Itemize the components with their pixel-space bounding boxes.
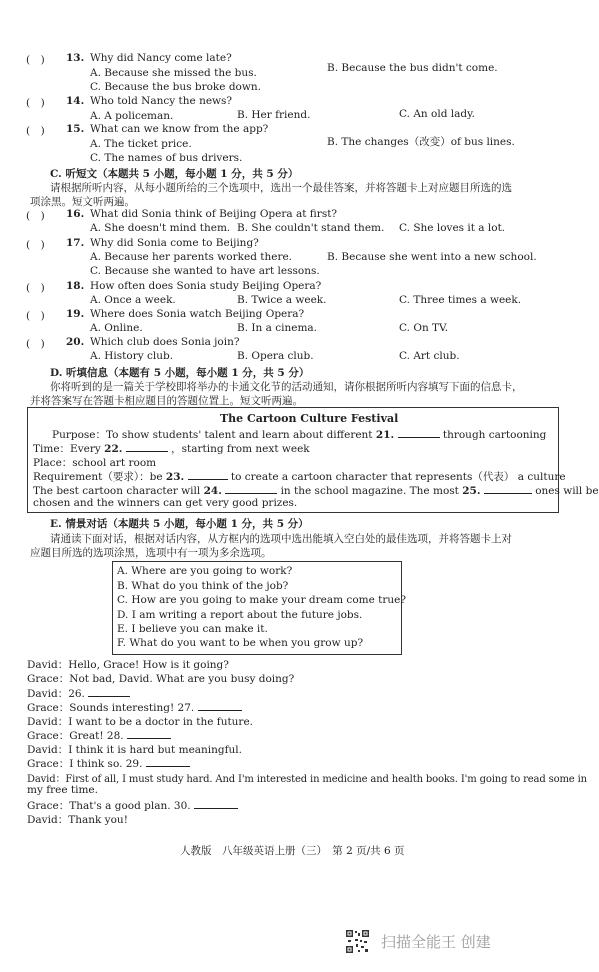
dialog-line-text: David：26. xyxy=(27,688,85,700)
blank-25[interactable] xyxy=(484,483,532,494)
option-item: C. How are you going to make your dream come true? xyxy=(117,594,406,606)
card-best xyxy=(33,483,599,497)
blank-22[interactable] xyxy=(126,441,168,452)
blank-number: 23. xyxy=(165,471,185,483)
blank-number: 22. xyxy=(104,443,123,455)
dialog-line-text: Grace：Sounds interesting! 27. xyxy=(27,702,195,714)
question-text: Which club does Sonia join? xyxy=(90,336,240,348)
answer-paren: ( ) xyxy=(26,97,45,109)
option-item: F. What do you want to be when you grow up? xyxy=(117,637,364,649)
dialog-line: Grace：Not bad, David. What are you busy doing? xyxy=(27,673,295,685)
question-text: What can we know from the app? xyxy=(90,123,269,135)
option-b: B. Because she went into a new school. xyxy=(327,251,537,263)
card-best-text: The best cartoon character will xyxy=(33,485,201,497)
question-number: 16. xyxy=(66,208,85,220)
dialog-line: my free time. xyxy=(27,784,98,796)
option-a: A. She doesn't mind them. xyxy=(90,222,231,234)
question-number: 15. xyxy=(66,123,85,135)
blank-24[interactable] xyxy=(225,483,277,494)
option-a: A. The ticket price. xyxy=(90,138,192,150)
answer-paren: ( ) xyxy=(26,310,45,322)
card-title: The Cartoon Culture Festival xyxy=(220,412,399,425)
option-a: A. Because she missed the bus. xyxy=(90,67,257,79)
section-d-title: D. 听填信息（本题有 5 小题，每小题 1 分，共 5 分） xyxy=(50,367,310,379)
dialog-line: David：Thank you! xyxy=(27,814,128,826)
card-requirement xyxy=(33,469,566,484)
option-b: B. In a cinema. xyxy=(237,322,318,334)
blank-number: 24. xyxy=(203,485,222,497)
option-a: A. Online. xyxy=(90,322,143,334)
question-text: How often does Sonia study Beijing Opera? xyxy=(90,280,322,292)
option-item: E. I believe you can make it. xyxy=(117,623,268,635)
card-best-text: in the school magazine. The most xyxy=(280,485,459,497)
blank-number: 21. xyxy=(375,429,395,441)
dialog-line-26 xyxy=(27,686,130,701)
blank-30[interactable] xyxy=(194,798,238,809)
question-number: 17. xyxy=(66,237,85,249)
question-number: 18. xyxy=(66,280,85,292)
option-b: B. Because the bus didn't come. xyxy=(327,62,498,74)
card-time xyxy=(33,441,310,456)
card-requirement-text: Requirement（要求）：be xyxy=(33,471,163,483)
answer-paren: ( ) xyxy=(26,338,45,350)
question-text: What did Sonia think of Beijing Opera at first? xyxy=(90,208,338,220)
card-purpose-text: Purpose：To show students' talent and learn about different xyxy=(52,429,373,441)
option-a: A. Once a week. xyxy=(90,294,176,306)
option-item: D. I am writing a report about the future jobs. xyxy=(117,609,363,621)
dialog-line-29 xyxy=(27,756,190,771)
option-c: C. Because she wanted to have art lessons. xyxy=(90,265,320,277)
blank-27[interactable] xyxy=(198,700,242,711)
blank-21[interactable] xyxy=(398,427,440,438)
section-c-title: C. 听短文（本题共 5 小题，每小题 1 分，共 5 分） xyxy=(50,168,299,180)
card-purpose xyxy=(52,427,546,442)
option-a: A. History club. xyxy=(90,350,174,362)
option-c: C. Three times a week. xyxy=(399,294,522,306)
question-text: Where does Sonia watch Beijing Opera? xyxy=(90,308,305,320)
question-number: 13. xyxy=(66,52,85,64)
option-c: C. She loves it a lot. xyxy=(399,222,506,234)
option-a: A. Because her parents worked there. xyxy=(90,251,293,263)
section-e-instruction: 请通读下面对话，根据对话内容，从方框内的选项中选出能填入空白处的最佳选项，并将答题卡上对 xyxy=(50,533,512,545)
blank-26[interactable] xyxy=(88,686,130,697)
page-footer: 人教版 八年级英语上册（三） 第 2 页/共 6 页 xyxy=(180,845,405,857)
card-place: Place：school art room xyxy=(33,457,157,469)
blank-number: 25. xyxy=(462,485,481,497)
answer-paren: ( ) xyxy=(26,210,45,222)
answer-paren: ( ) xyxy=(26,282,45,294)
card-chosen: chosen and the winners can get very good prizes. xyxy=(33,497,298,509)
watermark: 扫描全能王 创建 xyxy=(381,933,491,951)
blank-23[interactable] xyxy=(188,469,228,480)
option-c: C. The names of bus drivers. xyxy=(90,152,243,164)
question-text: Who told Nancy the news? xyxy=(90,95,233,107)
dialog-line: David：Hello, Grace! How is it going? xyxy=(27,659,229,671)
option-b: B. Opera club. xyxy=(237,350,314,362)
section-c-instruction: 项涂黑。短文听两遍。 xyxy=(30,196,135,208)
option-b: B. Her friend. xyxy=(237,109,311,121)
section-d-instruction: 你将听到的是一篇关于学校即将举办的卡通文化节的活动通知，请你根据所听内容填写下面的信息卡， xyxy=(50,381,523,393)
answer-paren: ( ) xyxy=(26,54,45,66)
question-number: 14. xyxy=(66,95,85,107)
dialog-line-text: Grace：I think so. 29. xyxy=(27,758,143,770)
option-b: B. Twice a week. xyxy=(237,294,327,306)
section-e-instruction: 应题目所选的选项涂黑，选项中有一项为多余选项。 xyxy=(30,547,272,559)
question-text: Why did Sonia come to Beijing? xyxy=(90,237,259,249)
dialog-line: David：I think it is hard but meaningful. xyxy=(27,744,242,756)
answer-paren: ( ) xyxy=(26,239,45,251)
option-c: C. Because the bus broke down. xyxy=(90,81,261,93)
option-c: C. An old lady. xyxy=(399,108,475,120)
section-d-instruction: 并将答案写在答题卡相应题目的答题位置上。短文听两遍。 xyxy=(30,395,303,407)
option-c: C. Art club. xyxy=(399,350,460,362)
answer-paren: ( ) xyxy=(26,125,45,137)
card-time-text: ，starting from next week xyxy=(171,443,310,455)
dialog-line-30 xyxy=(27,798,238,813)
dialog-line-27 xyxy=(27,700,242,715)
question-number: 19. xyxy=(66,308,85,320)
option-a: A. A policeman. xyxy=(90,110,174,122)
card-best-text: ones will be xyxy=(535,485,599,497)
option-b: B. She couldn't stand them. xyxy=(237,222,385,234)
qr-code-icon xyxy=(345,929,370,954)
dialog-line-text: Grace：That's a good plan. 30. xyxy=(27,800,191,812)
card-time-text: Time：Every xyxy=(33,443,101,455)
card-requirement-text: to create a cartoon character that represents（代表） a culture xyxy=(230,471,566,483)
dialog-line-28 xyxy=(27,728,171,743)
question-number: 20. xyxy=(66,336,85,348)
blank-29[interactable] xyxy=(146,756,190,767)
section-e-title: E. 情景对话（本题共 5 小题，每小题 1 分，共 5 分） xyxy=(50,518,309,530)
dialog-line: David：First of all, I must study hard. And I'm interested in medicine and health books. I'm going to read some in xyxy=(27,774,587,785)
option-c: C. On TV. xyxy=(399,322,449,334)
card-purpose-text: through cartooning xyxy=(442,429,547,441)
option-b: B. The changes（改变）of bus lines. xyxy=(327,136,515,148)
section-c-instruction: 请根据所听内容，从每小题所给的三个选项中，选出一个最佳答案，并将答题卡上对应题目所选的选 xyxy=(50,182,512,194)
dialog-line: David：I want to be a doctor in the future. xyxy=(27,716,254,728)
option-item: B. What do you think of the job? xyxy=(117,580,289,592)
option-item: A. Where are you going to work? xyxy=(117,565,293,577)
question-text: Why did Nancy come late? xyxy=(90,52,232,64)
dialog-line-text: Grace：Great! 28. xyxy=(27,730,124,742)
blank-28[interactable] xyxy=(127,728,171,739)
